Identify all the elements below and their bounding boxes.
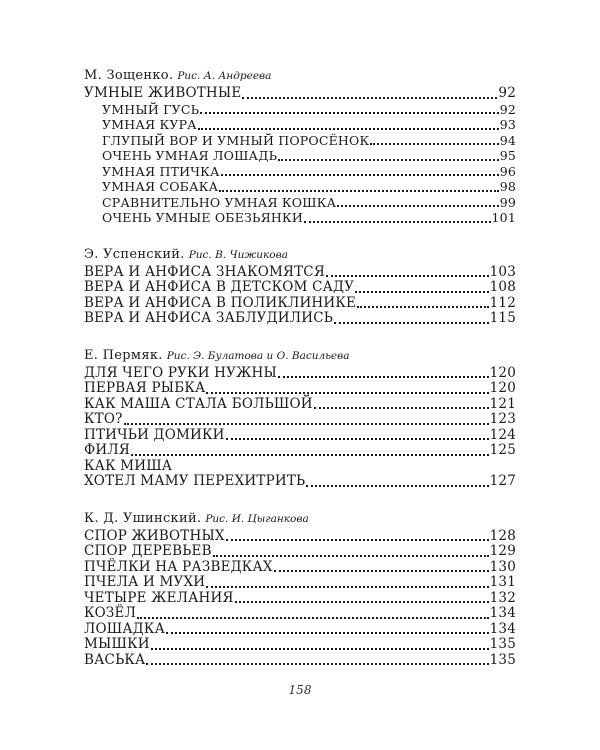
entry-page-number: 98 (499, 179, 516, 194)
entry-title: УМНЫЙ ГУСЬ (102, 101, 200, 117)
entry-page-number: 99 (499, 194, 516, 210)
entry-title: УМНАЯ ПТИЧКА (102, 163, 220, 179)
dot-leader (131, 454, 489, 456)
entry-title: ФИЛЯ (84, 442, 130, 458)
dot-leader (278, 376, 489, 378)
entry-page-number: 95 (499, 148, 516, 163)
toc-entry (84, 311, 516, 327)
dot-leader (206, 392, 488, 394)
toc-entry (84, 296, 516, 312)
entry-title: ВЕРА И АНФИСА ЗАБЛУДИЛИСЬ (84, 310, 334, 326)
entry-title: ПТИЧЬИ ДОМИКИ (84, 426, 225, 443)
dot-leader (357, 306, 489, 308)
dot-leader (304, 221, 491, 223)
entry-title: КАК МИША (84, 457, 173, 474)
dot-leader (326, 275, 489, 277)
dot-leader (219, 190, 498, 192)
entry-title: ХОТЕЛ МАМУ ПЕРЕХИТРИТЬ (84, 473, 306, 489)
entry-page-number: 128 (489, 527, 516, 544)
illustrator-credit: Рис. В. Чижикова (188, 248, 289, 261)
toc-entry (84, 148, 516, 164)
dot-leader (146, 663, 488, 665)
entry-title: ЧЕТЫРЕ ЖЕЛАНИЯ (84, 589, 234, 606)
entry-title: ПЕРВАЯ РЫБКА (84, 380, 206, 396)
toc-entry (84, 381, 516, 397)
entry-page-number: 115 (489, 310, 516, 326)
entry-page-number: 92 (499, 101, 516, 117)
entry-title: ПЧЕЛА И МУХИ (84, 574, 206, 590)
entry-page-number: 127 (489, 473, 516, 489)
toc-entry (84, 428, 516, 444)
dot-leader (355, 291, 488, 293)
toc-entry (84, 397, 516, 413)
toc-entry (84, 366, 516, 382)
entry-page-number: 131 (489, 574, 516, 590)
table-of-contents (84, 66, 516, 687)
dot-leader (151, 648, 489, 650)
entry-title: УМНАЯ КУРА (102, 117, 197, 132)
dot-leader (124, 423, 489, 425)
entry-title: СПОР ДЕРЕВЬЕВ (84, 543, 212, 559)
toc-entry (84, 412, 516, 428)
toc-entry (84, 210, 516, 226)
author-name: Э. Успенский. (84, 246, 185, 262)
dot-leader (221, 174, 499, 176)
entry-page-number: 129 (489, 543, 516, 559)
toc-section (84, 509, 516, 669)
author-name: К. Д. Ушинский. (84, 510, 202, 526)
dot-leader (226, 438, 489, 440)
toc-entry (84, 591, 516, 607)
toc-entry (84, 102, 516, 118)
entry-title: ОЧЕНЬ УМНАЯ ЛОШАДЬ (102, 148, 278, 163)
toc-entry (84, 474, 516, 490)
entry-page-number: 103 (489, 263, 516, 280)
author-heading (84, 346, 516, 366)
dot-leader (226, 539, 489, 541)
page-number: 158 (288, 683, 312, 697)
entry-page-number: 124 (489, 426, 516, 443)
toc-entry (84, 280, 516, 296)
toc-entry (84, 606, 516, 622)
toc-entry (84, 622, 516, 638)
illustrator-credit: Рис. Э. Булатова и О. Васильева (166, 349, 350, 362)
toc-entry (84, 560, 516, 576)
toc-entry (84, 575, 516, 591)
entry-page-number: 112 (489, 294, 516, 311)
dot-leader (166, 632, 489, 634)
illustrator-credit: Рис. И. Цыганкова (205, 512, 309, 525)
toc-entry (84, 117, 516, 133)
entry-title: ВЕРА И АНФИСА ЗНАКОМЯТСЯ (84, 263, 325, 280)
entry-page-number: 134 (489, 620, 516, 637)
dot-leader (314, 407, 489, 409)
dot-leader (235, 601, 489, 603)
toc-entry (84, 179, 516, 195)
toc-entry (84, 653, 516, 669)
dot-leader (206, 586, 488, 588)
author-heading (84, 66, 516, 86)
entry-title: ПЧЁЛКИ НА РАЗВЕДКАХ (84, 558, 273, 575)
entry-title: СПОР ЖИВОТНЫХ (84, 527, 225, 544)
toc-entry (84, 86, 516, 102)
entry-page-number: 96 (499, 163, 516, 179)
toc-entry (84, 637, 516, 653)
dot-leader (337, 205, 498, 207)
entry-page-number: 120 (489, 364, 516, 381)
dot-leader (242, 97, 497, 99)
entry-page-number: 101 (491, 210, 516, 225)
author-name: Е. Пермяк. (84, 347, 163, 363)
entry-title: ГЛУПЫЙ ВОР И УМНЫЙ ПОРОСЁНОК (102, 132, 370, 148)
dot-leader (213, 555, 489, 557)
entry-title: КТО? (84, 411, 123, 427)
dot-leader (274, 570, 489, 572)
author-heading (84, 245, 516, 265)
toc-entry (84, 133, 516, 149)
toc-entry (84, 459, 516, 475)
entry-title: КАК МАША СТАЛА БОЛЬШОЙ (84, 395, 313, 412)
entry-title: СРАВНИТЕЛЬНО УМНАЯ КОШКА (102, 194, 337, 210)
entry-title: МЫШКИ (84, 636, 150, 652)
dot-leader (370, 143, 498, 145)
entry-title: ОЧЕНЬ УМНЫЕ ОБЕЗЬЯНКИ (102, 210, 304, 225)
entry-page-number: 134 (489, 605, 516, 621)
entry-title: ВЕРА И АНФИСА В ДЕТСКОМ САДУ (84, 279, 355, 295)
entry-title: КОЗЁЛ (84, 605, 137, 621)
entry-title: ВЕРА И АНФИСА В ПОЛИКЛИНИКЕ (84, 294, 357, 311)
dot-leader (306, 485, 488, 487)
entry-page-number: 94 (499, 132, 516, 148)
entry-page-number: 135 (489, 636, 516, 652)
entry-title: УМНЫЕ ЖИВОТНЫЕ (84, 85, 242, 101)
toc-entry (84, 164, 516, 180)
entry-page-number: 125 (489, 442, 516, 458)
toc-section (84, 346, 516, 490)
entry-page-number: 123 (489, 411, 516, 427)
entry-page-number: 135 (489, 651, 516, 668)
dot-leader (198, 128, 499, 130)
entry-title: УМНАЯ СОБАКА (102, 179, 219, 194)
author-name: М. Зощенко. (84, 68, 174, 83)
toc-entry (84, 544, 516, 560)
entry-page-number: 120 (489, 380, 516, 396)
toc-entry (84, 265, 516, 281)
toc-entry (84, 443, 516, 459)
author-heading (84, 509, 516, 529)
entry-page-number: 130 (489, 558, 516, 575)
entry-page-number: 121 (489, 395, 516, 412)
entry-page-number: 92 (498, 85, 516, 101)
dot-leader (200, 112, 498, 114)
illustrator-credit: Рис. А. Андреева (177, 70, 272, 82)
dot-leader (334, 322, 489, 324)
entry-page-number: 108 (489, 279, 516, 295)
dot-leader (278, 159, 498, 161)
entry-title: ВАСЬКА (84, 651, 146, 668)
toc-section (84, 66, 516, 226)
toc-section (84, 245, 516, 327)
entry-page-number: 93 (499, 117, 516, 132)
entry-page-number: 132 (489, 589, 516, 606)
entry-title: ЛОШАДКА (84, 620, 166, 637)
toc-entry (84, 529, 516, 545)
dot-leader (137, 617, 489, 619)
toc-entry (84, 195, 516, 211)
entry-title: ДЛЯ ЧЕГО РУКИ НУЖНЫ (84, 364, 277, 381)
